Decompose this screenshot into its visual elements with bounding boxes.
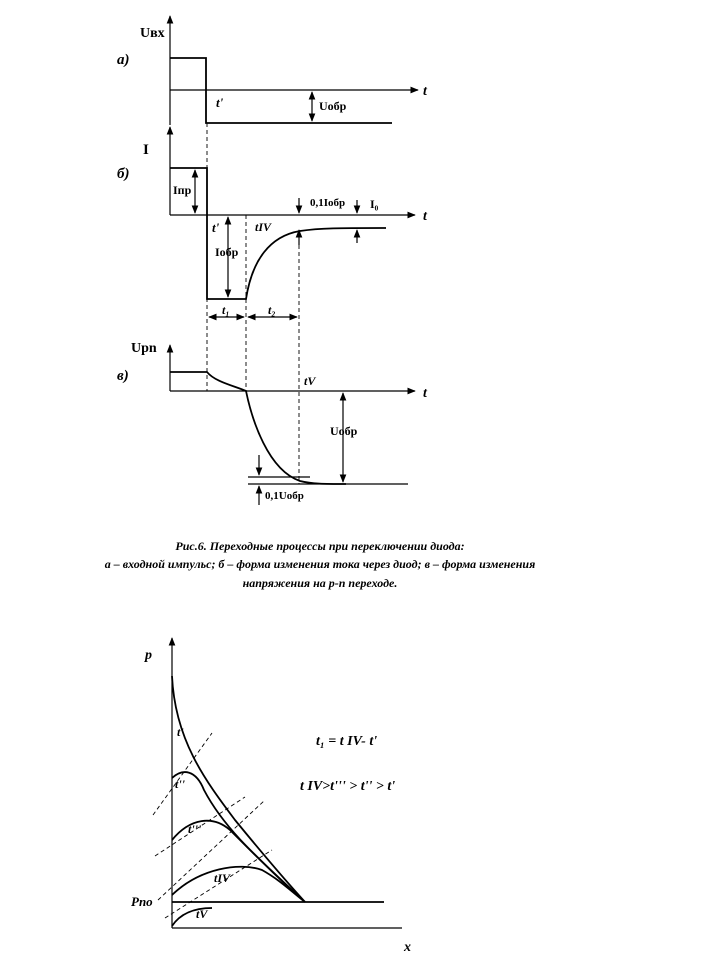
curve-t-prime	[172, 676, 305, 902]
plot-c-junction-voltage	[117, 341, 428, 505]
t2-label: t₂	[268, 303, 276, 317]
axis-t-a-label: t	[423, 84, 427, 99]
t-prime-b: t'	[212, 220, 220, 235]
voltage-curve	[170, 372, 346, 484]
inequality-times: t IV>t''' > t'' > t'	[300, 779, 396, 794]
pno-label: Pno	[131, 894, 153, 909]
guide-lines	[207, 123, 299, 484]
plot-c-letter: в)	[117, 368, 129, 384]
label-t-2: t''	[175, 777, 186, 791]
plot-a-input-pulse	[117, 16, 428, 125]
caption-line-2: а – входной импульс; б – форма изменения тока через диод; в – форма изменения	[104, 557, 536, 571]
axis-i-label: I	[143, 142, 149, 158]
label-t-5: tV	[196, 907, 208, 921]
current-curve	[170, 168, 386, 299]
u-rev-label-c: Uобр	[330, 424, 358, 438]
frac-u-label: 0,1Uобр	[265, 490, 304, 502]
plot-b-current	[117, 127, 428, 317]
caption-line-3: напряжения на p-n переходе.	[242, 576, 398, 590]
frac-i-label: 0,1Iобр	[310, 197, 346, 209]
axis-p-label: p	[145, 648, 152, 663]
equation-t1: t₁ = t IV- t'	[316, 734, 378, 749]
u-rev-label-a: Uобр	[319, 99, 347, 113]
axis-uin-label: Uвх	[140, 26, 165, 41]
caption-line-1: Рис.6. Переходные процессы при переключении диода:	[175, 539, 465, 553]
i-fwd-label: Iпр	[173, 183, 192, 197]
axis-t-c-label: t	[423, 386, 427, 401]
axis-t-b-label: t	[423, 209, 427, 224]
plot-p-distribution	[131, 638, 411, 955]
i0-label: I₀	[370, 197, 379, 211]
label-t-prime: t'	[177, 725, 184, 739]
plot-a-letter: а)	[117, 52, 130, 68]
label-t-4: tIV	[214, 871, 231, 885]
t-v-c: tV	[304, 374, 316, 388]
t1-label: t₁	[222, 303, 230, 317]
label-t-3: t'''	[188, 822, 202, 836]
t-iv-b: tIV	[255, 220, 272, 234]
axis-upn-label: Upn	[131, 341, 157, 356]
plot-b-letter: б)	[117, 166, 130, 182]
i-rev-label: Iобр	[215, 245, 239, 259]
t-prime-a: t'	[216, 95, 224, 110]
axis-x-label: x	[404, 940, 411, 955]
